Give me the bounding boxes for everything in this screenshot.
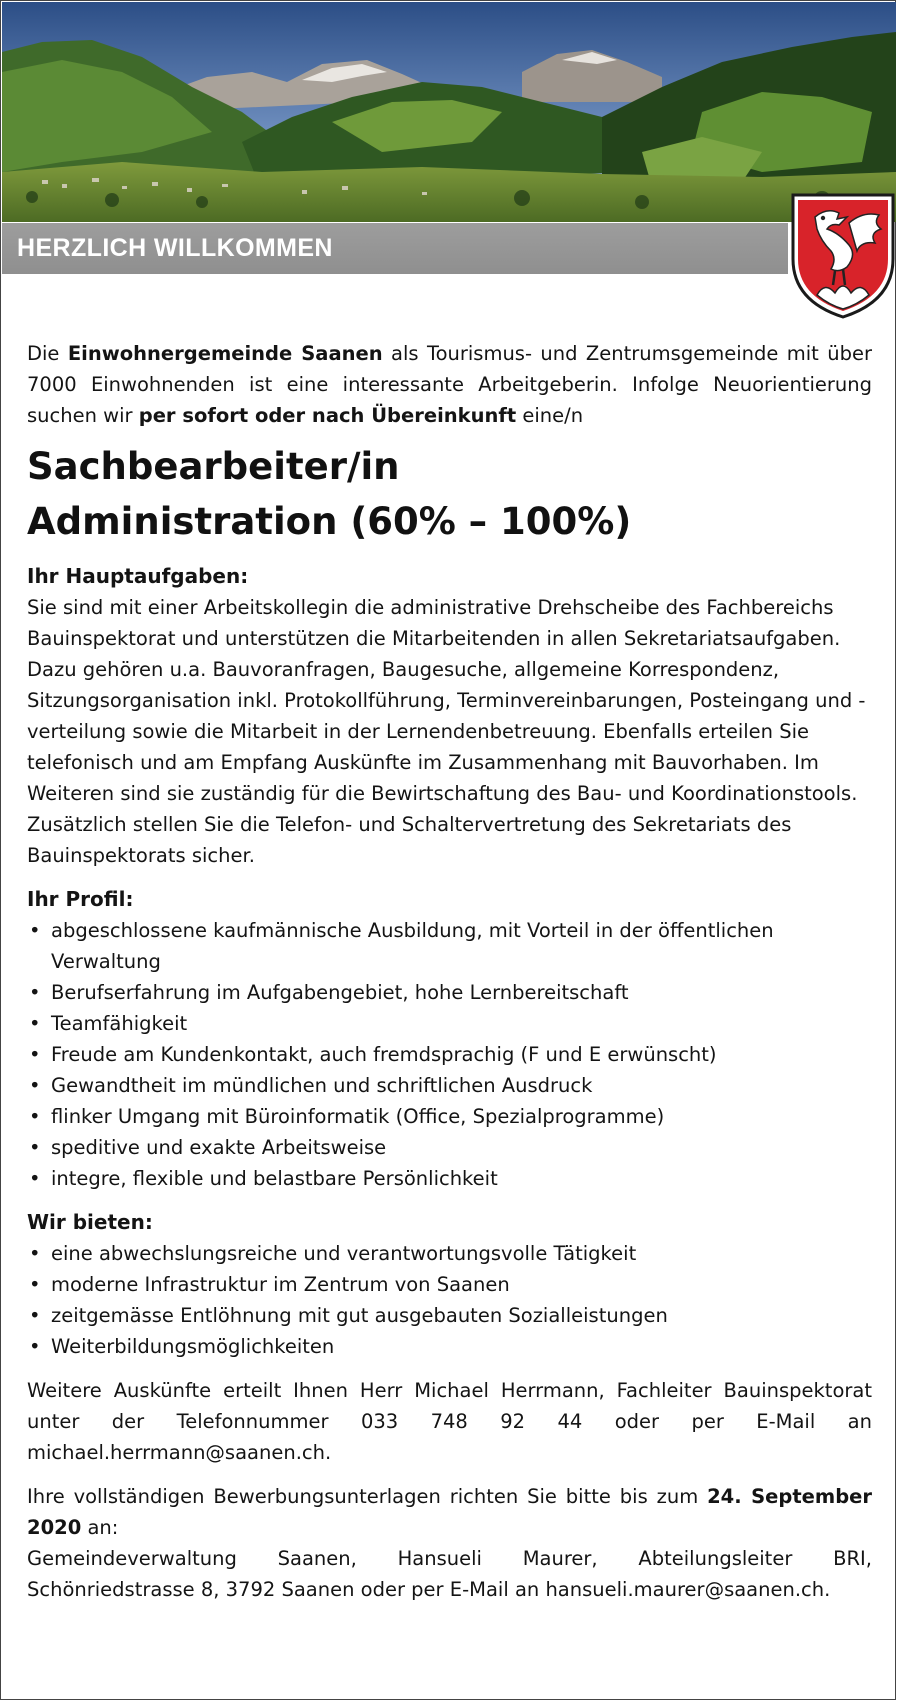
application-deadline: 24. September 2020: [27, 1485, 873, 1539]
application-paragraph: [27, 1481, 872, 1605]
start-date-phrase: per sofort oder nach Übereinkunft: [138, 404, 517, 427]
intro-text-1: Die: [27, 342, 68, 365]
offer-item: • moderne Infrastruktur im Zentrum von Saanen: [27, 1269, 872, 1300]
apply-text-1: Ihre vollständigen Bewerbungsunterlagen richten Sie bitte bis zum: [27, 1485, 708, 1508]
offer-list: [27, 1238, 872, 1362]
intro-text-2: als Tourismus- und Zentrumsgemeinde mit über 7000 Einwohnenden ist eine interessante Arbeitgeberin. Infolge Neuorientierung suchen wir: [27, 342, 872, 427]
offer-item: • eine abwechslungsreiche und verantwortungsvolle Tätigkeit: [27, 1238, 872, 1269]
tasks-heading: Ihr Hauptaufgaben:: [27, 564, 249, 588]
profile-heading: Ihr Profil:: [27, 887, 134, 911]
intro-paragraph: [27, 338, 872, 431]
offer-heading: Wir bieten:: [27, 1210, 153, 1234]
offer-item: • Weiterbildungsmöglichkeiten: [27, 1331, 872, 1362]
profile-item: • flinker Umgang mit Büroinformatik (Office, Spezialprogramme): [27, 1101, 872, 1132]
profile-item: • Teamfähigkeit: [27, 1008, 872, 1039]
job-title-line-2: Administration (60% – 100%): [27, 500, 632, 543]
profile-item: • Freude am Kundenkontakt, auch fremdsprachig (F und E erwünscht): [27, 1039, 872, 1070]
contact-paragraph: Weitere Auskünfte erteilt Ihnen Herr Michael Herrmann, Fachleiter Bauinspektorat unter der Telefonnummer 033 748 92 44 oder per E-Mail an michael.herrmann@saanen.ch.: [27, 1379, 872, 1464]
offer-item: • zeitgemässe Entlöhnung mit gut ausgebauten Sozialleistungen: [27, 1300, 872, 1331]
job-title-line-1: Sachbearbeiter/in: [27, 445, 400, 488]
profile-item: • Gewandtheit im mündlichen und schriftlichen Ausdruck: [27, 1070, 872, 1101]
ad-content: [27, 338, 872, 1605]
banner-title: HERZLICH WILLKOMMEN: [17, 234, 333, 262]
mountain-landscape-photo: [2, 2, 896, 222]
job-title: [27, 439, 872, 549]
welcome-banner: [2, 223, 788, 274]
saanen-coat-of-arms: [787, 189, 898, 323]
apply-text-2: an:: [81, 1516, 119, 1539]
tasks-text: Sie sind mit einer Arbeitskollegin die administrative Drehscheibe des Fachbereichs Bauinspektorat und unterstützen die Mitarbeitenden in allen Sekretariatsaufgaben. Dazu gehören u.a. Bauvoranfragen, Baugesuche, allgemeine Korrespondenz, Sitzungsorganisation inkl. Protokollführung, Terminvereinbarungen, Posteingang und -verteilung sowie die Mitarbeit in der Lernendenbetreuung. Ebenfalls erteilen Sie telefonisch und am Empfang Auskünfte im Zusammenhang mit Bauvorhaben. Im Weiteren sind sie zuständig für die Bewirtschaftung des Bau- und Koordinationstools. Zusätzlich stellen Sie die Telefon- und Schaltervertretung des Sekretariats des Bauinspektorats sicher.: [27, 596, 866, 867]
profile-item: • integre, flexible und belastbare Persönlichkeit: [27, 1163, 872, 1194]
profile-item: • abgeschlossene kaufmännische Ausbildung, mit Vorteil in der öffentlichen Verwaltung: [27, 915, 872, 977]
profile-list: [27, 915, 872, 1194]
profile-item: • Berufserfahrung im Aufgabengebiet, hohe Lernbereitschaft: [27, 977, 872, 1008]
profile-item: • speditive und exakte Arbeitsweise: [27, 1132, 872, 1163]
intro-text-3: eine/n: [516, 404, 584, 427]
employer-name: Einwohnergemeinde Saanen: [67, 342, 383, 365]
application-address: Gemeindeverwaltung Saanen, Hansueli Maurer, Abteilungsleiter BRI, Schönriedstrasse 8, 3792 Saanen oder per E-Mail an hansueli.maurer@saanen.ch.: [27, 1547, 872, 1601]
